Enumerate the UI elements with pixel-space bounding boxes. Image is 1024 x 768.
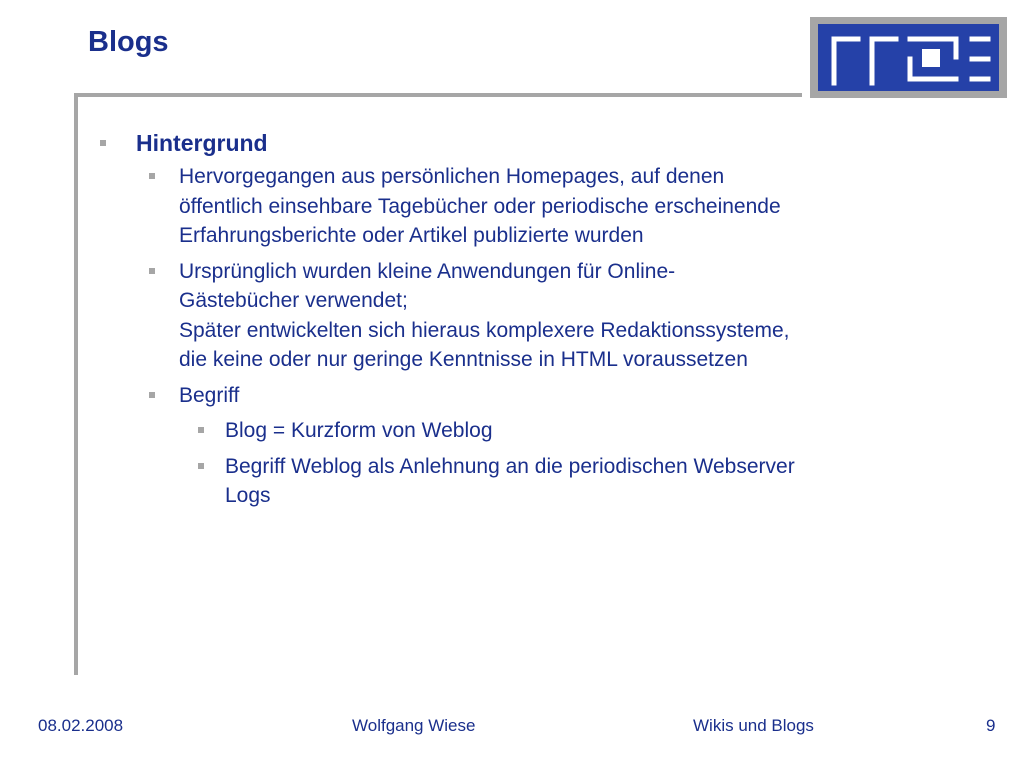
left-frame-line — [74, 93, 78, 675]
bullet-text: Hintergrund — [136, 130, 268, 156]
footer-author: Wolfgang Wiese — [352, 716, 476, 735]
bullet-hervorgegangen — [90, 162, 950, 251]
square-bullet-icon — [149, 173, 155, 179]
bullet-blog-kurzform — [90, 416, 950, 446]
slide-title: Blogs — [88, 26, 169, 58]
footer-page-number: 9 — [986, 716, 996, 735]
square-bullet-icon — [149, 268, 155, 274]
bullet-text: Hervorgegangen aus persönlichen Homepages, auf denen öffentlich einsehbare Tagebücher oder periodische erscheinende Erfahrungsberichte oder Artikel publizierte wurden — [179, 165, 781, 247]
bullet-text: Blog = Kurzform von Weblog — [225, 419, 493, 442]
bullet-text: Ursprünglich wurden kleine Anwendungen für Online- Gästebücher verwendet; Später entwickelten sich hieraus komplexere Redaktionssysteme, die keine oder nur geringe Kenntnisse in HTML voraussetzen — [179, 259, 790, 371]
bullet-text: Begriff Weblog als Anlehnung an die periodischen Webserver Logs — [225, 454, 795, 507]
rrze-logo-graphic — [810, 17, 1007, 98]
square-bullet-icon — [100, 140, 106, 146]
footer-date: 08.02.2008 — [38, 716, 124, 735]
bullet-begriff — [90, 381, 950, 411]
bullet-text: Begriff — [179, 383, 240, 407]
bullet-hintergrund — [90, 128, 950, 158]
square-bullet-icon — [198, 427, 204, 433]
bullet-urspruenglich — [90, 257, 950, 375]
square-bullet-icon — [198, 463, 204, 469]
header-divider — [74, 93, 802, 97]
rrze-logo — [810, 17, 1007, 98]
bullet-weblog-anlehnung — [90, 452, 950, 511]
square-bullet-icon — [149, 392, 155, 398]
slide-content — [90, 128, 950, 517]
footer-topic: Wikis und Blogs — [693, 716, 814, 735]
